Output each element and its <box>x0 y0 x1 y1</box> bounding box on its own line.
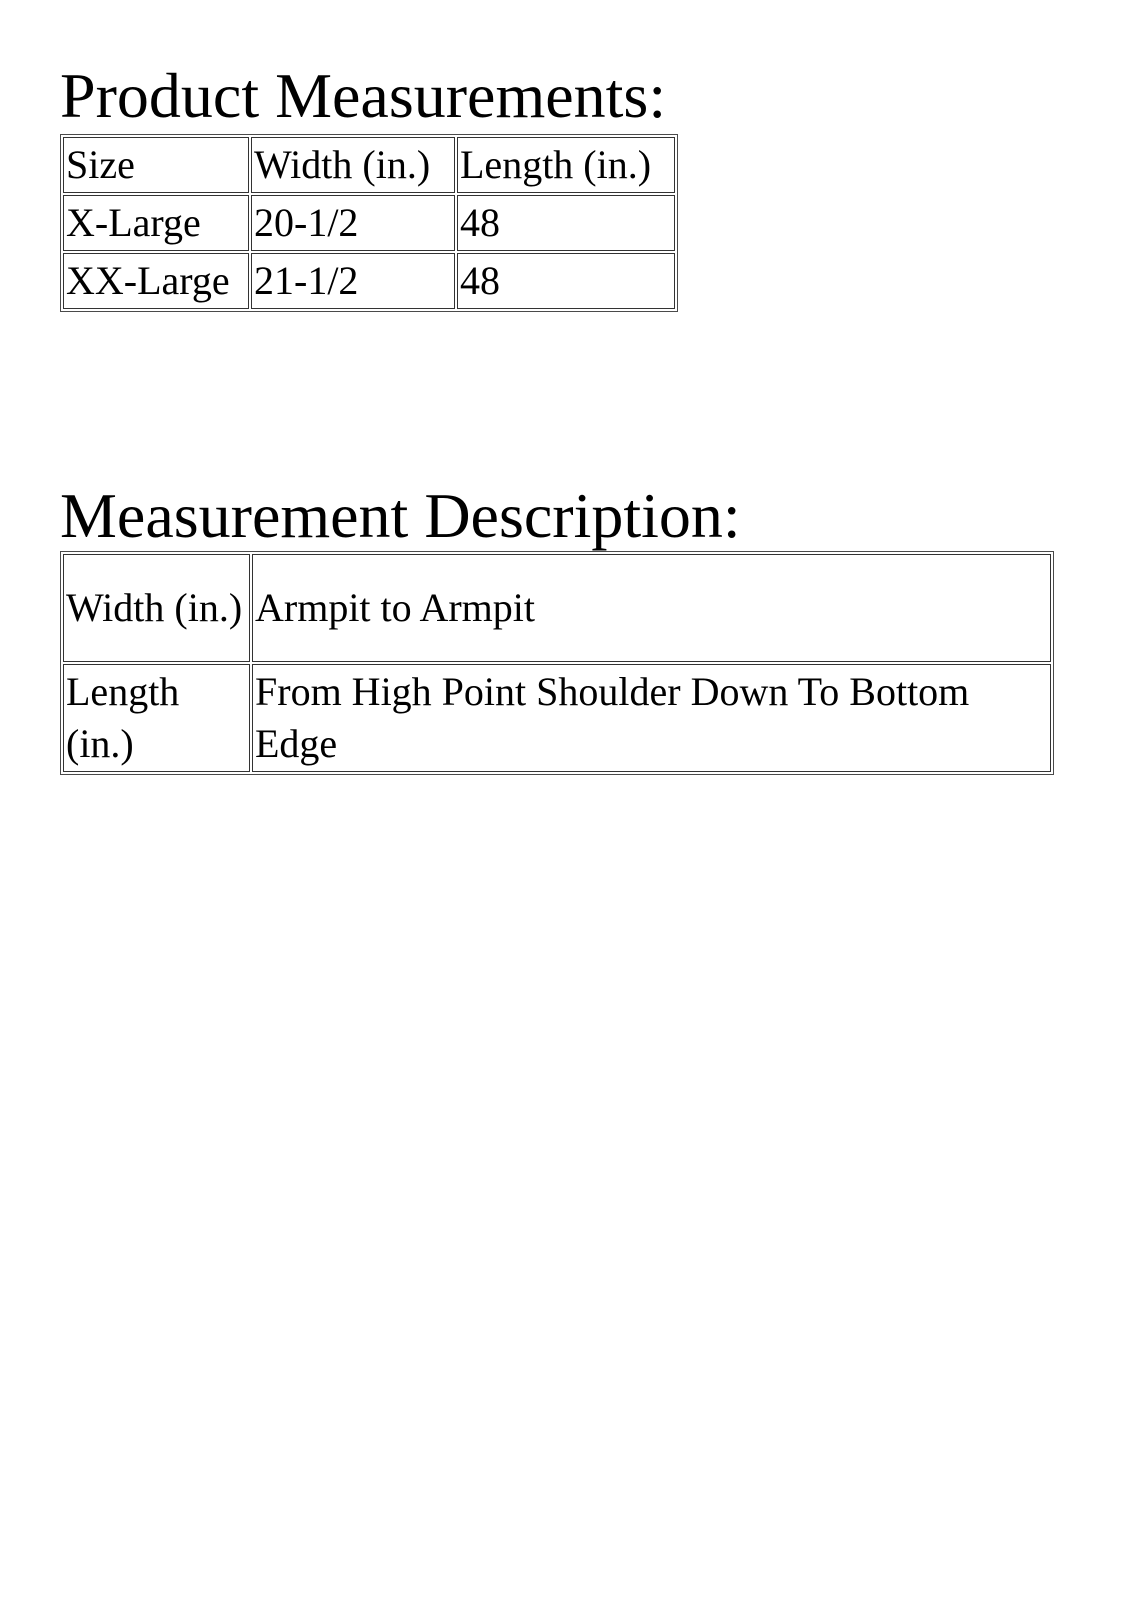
width-cell: 21-1/2 <box>251 253 455 309</box>
size-cell: XX-Large <box>63 253 249 309</box>
table-header-row <box>63 137 675 193</box>
length-cell: 48 <box>457 195 675 251</box>
table-row <box>63 195 675 251</box>
measurement-description-table <box>60 551 1054 775</box>
header-width: Width (in.) <box>251 137 455 193</box>
width-cell: 20-1/2 <box>251 195 455 251</box>
length-cell: 48 <box>457 253 675 309</box>
term-cell: Length (in.) <box>63 664 250 772</box>
header-length: Length (in.) <box>457 137 675 193</box>
term-cell: Width (in.) <box>63 554 250 662</box>
size-cell: X-Large <box>63 195 249 251</box>
header-size: Size <box>63 137 249 193</box>
table-row <box>63 554 1051 662</box>
definition-cell: Armpit to Armpit <box>252 554 1051 662</box>
measurement-description-heading: Measurement Description: <box>60 480 741 551</box>
table-row <box>63 664 1051 772</box>
table-row <box>63 253 675 309</box>
definition-cell: From High Point Shoulder Down To Bottom Edge <box>252 664 1051 772</box>
product-measurements-heading: Product Measurements: <box>60 60 667 131</box>
product-measurements-table <box>60 134 678 312</box>
